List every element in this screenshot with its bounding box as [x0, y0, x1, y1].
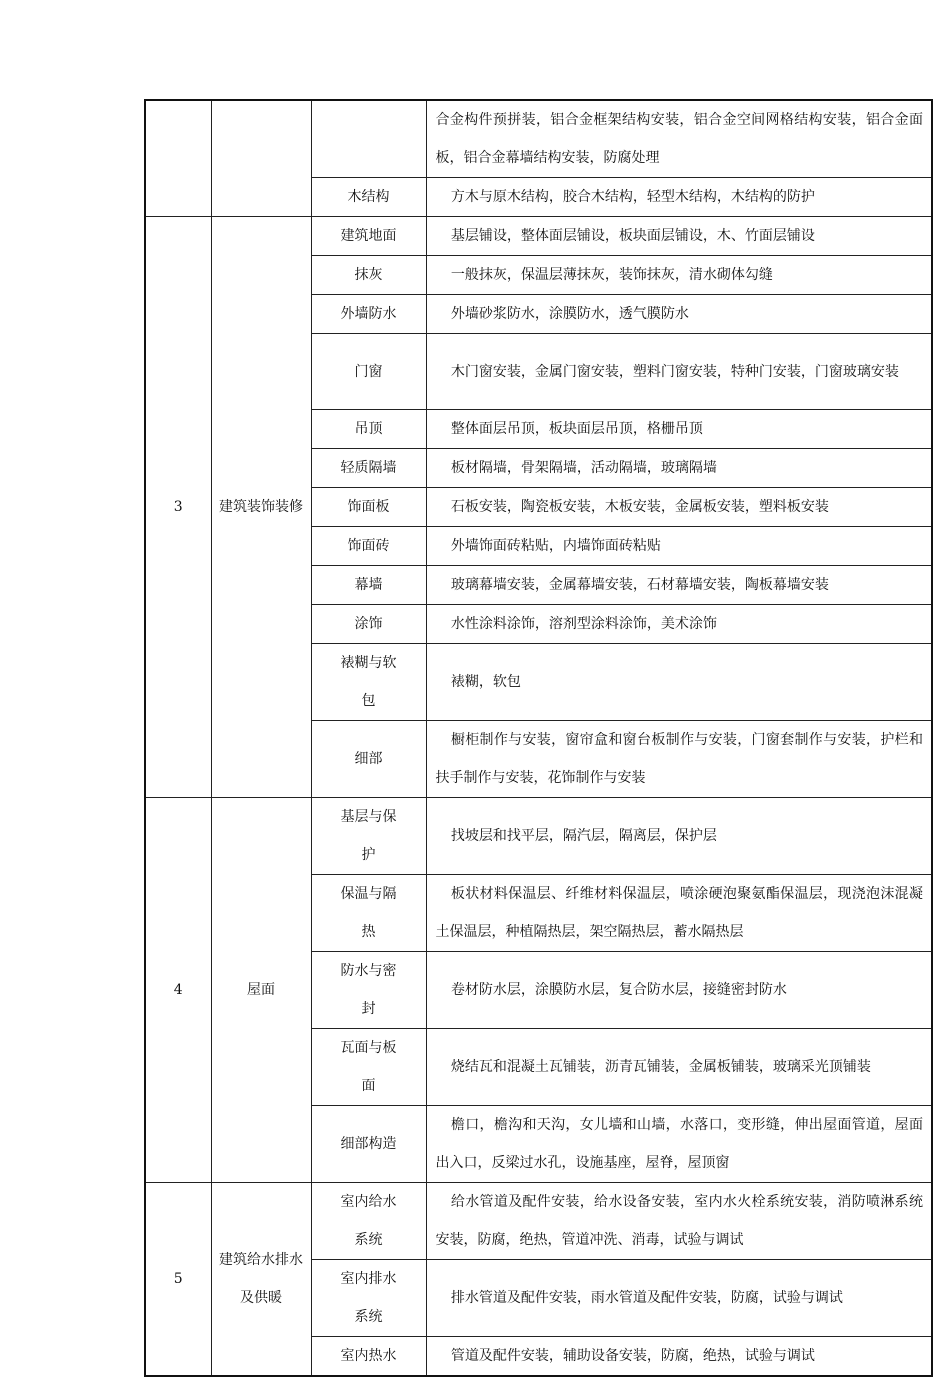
item-content: 烧结瓦和混凝土瓦铺装，沥青瓦铺装，金属板铺装，玻璃采光顶铺装	[426, 1029, 932, 1106]
subdivision-name: 基层与保护	[311, 798, 426, 875]
subdivision-name: 室内排水系统	[311, 1260, 426, 1337]
subdivision-name: 防水与密封	[311, 952, 426, 1029]
item-content: 橱柜制作与安装，窗帘盒和窗台板制作与安装，门窗套制作与安装，护栏和扶手制作与安装，花饰制作与安装	[426, 721, 932, 798]
table-row	[145, 798, 932, 875]
division-number	[145, 100, 211, 217]
item-content: 水性涂料涂饰，溶剂型涂料涂饰，美术涂饰	[426, 605, 932, 644]
subdivision-name: 室内热水	[311, 1337, 426, 1377]
subdivision-name: 抹灰	[311, 256, 426, 295]
item-content: 外墙饰面砖粘贴，内墙饰面砖粘贴	[426, 527, 932, 566]
item-content: 玻璃幕墙安装，金属幕墙安装，石材幕墙安装，陶板幕墙安装	[426, 566, 932, 605]
item-content: 板材隔墙，骨架隔墙，活动隔墙，玻璃隔墙	[426, 449, 932, 488]
item-content: 石板安装，陶瓷板安装，木板安装，金属板安装，塑料板安装	[426, 488, 932, 527]
subdivision-name: 木结构	[311, 178, 426, 217]
item-content: 卷材防水层，涂膜防水层，复合防水层，接缝密封防水	[426, 952, 932, 1029]
subdivision-name: 轻质隔墙	[311, 449, 426, 488]
item-content: 板状材料保温层、纤维材料保温层，喷涂硬泡聚氨酯保温层，现浇泡沫混凝土保温层，种植隔热层，架空隔热层，蓄水隔热层	[426, 875, 932, 952]
subdivision-name: 外墙防水	[311, 295, 426, 334]
item-content: 裱糊，软包	[426, 644, 932, 721]
item-content: 一般抹灰，保温层薄抹灰，装饰抹灰，清水砌体勾缝	[426, 256, 932, 295]
table-row	[145, 100, 932, 178]
subdivision-name	[311, 100, 426, 178]
item-content: 外墙砂浆防水，涂膜防水，透气膜防水	[426, 295, 932, 334]
subdivision-name: 室内给水系统	[311, 1183, 426, 1260]
item-content: 木门窗安装，金属门窗安装，塑料门窗安装，特种门安装，门窗玻璃安装	[426, 334, 932, 410]
subdivision-name: 吊顶	[311, 410, 426, 449]
subdivision-name: 饰面砖	[311, 527, 426, 566]
item-content: 整体面层吊顶，板块面层吊顶，格栅吊顶	[426, 410, 932, 449]
item-content: 管道及配件安装，辅助设备安装，防腐，绝热，试验与调试	[426, 1337, 932, 1377]
item-content: 找坡层和找平层，隔汽层，隔离层，保护层	[426, 798, 932, 875]
division-number: 3	[145, 217, 211, 798]
division-number: 5	[145, 1183, 211, 1377]
subdivision-name: 幕墙	[311, 566, 426, 605]
division-name: 建筑给水排水及供暖	[211, 1183, 311, 1377]
subdivision-name: 饰面板	[311, 488, 426, 527]
division-name: 建筑装饰装修	[211, 217, 311, 798]
item-content: 基层铺设，整体面层铺设，板块面层铺设，木、竹面层铺设	[426, 217, 932, 256]
subdivision-name: 瓦面与板面	[311, 1029, 426, 1106]
item-content: 给水管道及配件安装，给水设备安装，室内水火栓系统安装，消防喷淋系统安装，防腐，绝热，管道冲洗、消毒，试验与调试	[426, 1183, 932, 1260]
subdivision-name: 细部	[311, 721, 426, 798]
subdivision-name: 建筑地面	[311, 217, 426, 256]
division-number: 4	[145, 798, 211, 1183]
division-name: 屋面	[211, 798, 311, 1183]
subdivision-name: 保温与隔热	[311, 875, 426, 952]
division-name	[211, 100, 311, 217]
specification-table	[144, 99, 933, 1377]
item-content: 方木与原木结构，胶合木结构，轻型木结构，木结构的防护	[426, 178, 932, 217]
subdivision-name: 涂饰	[311, 605, 426, 644]
table-row	[145, 217, 932, 256]
table-row	[145, 1183, 932, 1260]
item-content: 排水管道及配件安装，雨水管道及配件安装，防腐，试验与调试	[426, 1260, 932, 1337]
item-content: 檐口，檐沟和天沟，女儿墙和山墙，水落口，变形缝，伸出屋面管道，屋面出入口，反梁过水孔，设施基座，屋脊，屋顶窗	[426, 1106, 932, 1183]
subdivision-name: 裱糊与软包	[311, 644, 426, 721]
subdivision-name: 细部构造	[311, 1106, 426, 1183]
item-content: 合金构件预拼装，铝合金框架结构安装，铝合金空间网格结构安装，铝合金面板，铝合金幕墙结构安装，防腐处理	[426, 100, 932, 178]
subdivision-name: 门窗	[311, 334, 426, 410]
